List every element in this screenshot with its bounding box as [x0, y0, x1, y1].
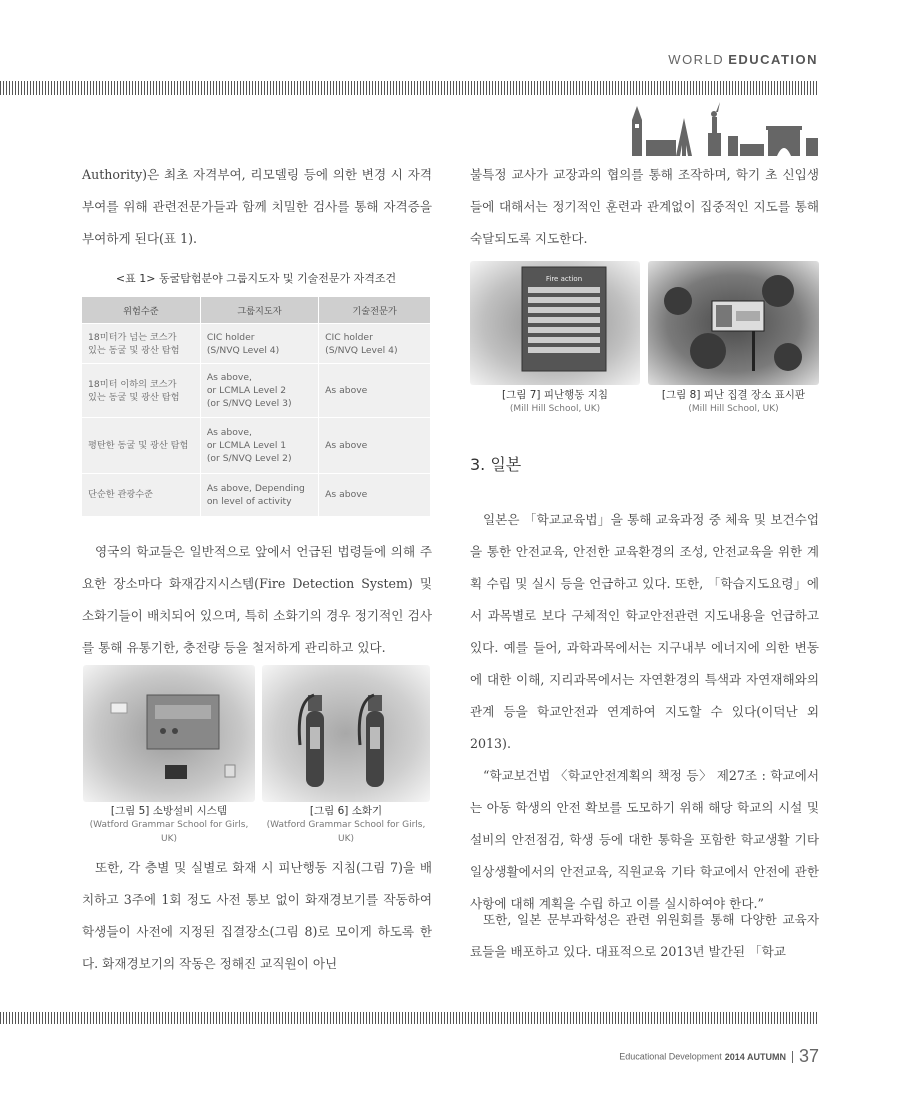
page-footer [619, 1046, 819, 1067]
magazine-brand [668, 52, 818, 67]
table-cell-leader: As above, or LCMLA Level 1 (or S/NVQ Level 2) [200, 418, 318, 474]
body-text: 일본은 「학교교육법」을 통해 교육과정 중 체육 및 보건수업을 통한 안전교육, 안전한 교육환경의 조성, 안전교육을 위한 계획 수립 및 실시 등을 언급하고 있다. 또한, 「학습지도요령」에서 과목별로 보다 구체적인 학교안전관련 지도내용을 언급하고 있다. 예를 들어, 과학과목에서는 지구내부 에너지에 의한 변동에 대한 이해, 지리과목에서는 자연환경의 특색과 자연재해와의 관계 등을 학교안전과 연계하여 지도할 수 있다(이덕난 외 2013). [470, 512, 819, 751]
fire-extinguisher-icon [262, 665, 430, 802]
figure-8-caption [648, 388, 819, 416]
figure-title: [그림 5] 소방설비 시스템 [110, 805, 228, 817]
table-row [82, 364, 430, 418]
table-cell-leader: As above, or LCMLA Level 2 (or S/NVQ Level 3) [200, 364, 318, 418]
assembly-point-sign-icon [648, 261, 819, 385]
table-1-caption: <표 1> 동굴탐험분야 그룹지도자 및 기술전문가 자격조건 [115, 272, 397, 285]
sign-heading: Fire action [545, 275, 583, 283]
section-title: 3. 일본 [470, 455, 522, 474]
figure-5-caption [83, 804, 255, 846]
body-text: Authority)은 최초 자격부여, 리모델링 등에 의한 변경 시 자격 부여를 위해 관련전문가들과 함께 치밀한 검사를 통해 자격증을 부여하게 된다(표 1). [82, 167, 432, 246]
table-cell-expert: As above [319, 364, 430, 418]
evacuation-sign-icon [470, 261, 640, 385]
right-paragraph-3 [470, 904, 819, 968]
table-cell-level: 평탄한 동굴 및 광산 탐험 [82, 418, 200, 474]
table-header-row [82, 297, 430, 324]
table-cell-expert: CIC holder (S/NVQ Level 4) [319, 324, 430, 364]
table-cell-expert: As above [319, 474, 430, 516]
figure-6-caption [262, 804, 430, 846]
body-text: 불특정 교사가 교장과의 협의를 통해 조작하며, 학기 초 신입생들에 대해서는 정기적인 훈련과 관계없이 집중적인 지도를 통해 숙달되도록 지도한다. [470, 167, 819, 246]
figure-5-photo [83, 665, 255, 802]
brand-light: WORLD [668, 52, 725, 67]
column-header: 위험수준 [82, 297, 200, 324]
footer-edition: 2014 AUTUMN [724, 1051, 786, 1062]
table-cell-level: 18미터 이하의 코스가 있는 동굴 및 광산 탐험 [82, 364, 200, 418]
figure-source: (Mill Hill School, UK) [688, 404, 779, 414]
table-cell-level: 단순한 관광수준 [82, 474, 200, 516]
figure-title: [그림 8] 피난 집결 장소 표시판 [661, 389, 806, 401]
figure-7-photo [470, 261, 640, 385]
left-paragraph-3 [82, 852, 432, 980]
figure-8-photo [648, 261, 819, 385]
page-number: 37 [798, 1046, 819, 1066]
figure-source: (Watford Grammar School for Girls, UK) [89, 820, 249, 844]
world-landmarks-illustration [628, 100, 820, 156]
right-paragraph-1 [470, 159, 819, 255]
quote-text: “학교보건법 〈학교안전계획의 책정 등〉 제27조 : 학교에서는 아동 학생의 안전 확보를 도모하기 위해 해당 학교의 시설 및 설비의 안전점검, 학생 등에 대한 통학을 포함한 학교생활 기타 일상생활에서의 안전교육, 직원교육 기타 학교에서 안전에 관한 사항에 대해 계획을 수립 하고 이를 실시하여야 한다.” [470, 768, 819, 911]
footer-separator [792, 1051, 793, 1063]
table-row [82, 474, 430, 516]
qualification-table [82, 297, 430, 516]
table-cell-leader: As above, Depending on level of activity [200, 474, 318, 516]
body-text: 영국의 학교들은 일반적으로 앞에서 언급된 법령들에 의해 주요한 장소마다 화재감지시스템(Fire Detection System) 및 소화기들이 배치되어 있으며, 특히 소화기의 경우 정기적인 검사를 통해 유통기한, 충전량 등을 철저하게 관리하고 있다. [82, 544, 432, 655]
fire-panel-icon [83, 665, 255, 802]
bottom-stripe-divider [0, 1012, 819, 1024]
figure-source: (Watford Grammar School for Girls, UK) [266, 820, 426, 844]
column-header: 기술전문가 [319, 297, 430, 324]
table-cell-leader: CIC holder (S/NVQ Level 4) [200, 324, 318, 364]
table-cell-level: 18미터가 넘는 코스가 있는 동굴 및 광산 탐험 [82, 324, 200, 364]
table-row [82, 418, 430, 474]
figure-source: (Mill Hill School, UK) [509, 404, 601, 414]
brand-bold: EDUCATION [728, 52, 818, 67]
right-paragraph-2 [470, 504, 819, 920]
body-text: 또한, 각 층별 및 실별로 화재 시 피난행동 지침(그림 7)을 배치하고 3주에 1회 정도 사전 통보 없이 화재경보기를 작동하여 학생들이 사전에 지정된 집결장소(그림 8)로 모이게 하도록 한다. 화재경보기의 작동은 정해진 교직원이 아닌 [82, 860, 432, 971]
footer-label: Educational Development [619, 1051, 722, 1062]
column-header: 그룹지도자 [200, 297, 318, 324]
left-paragraph-1 [82, 159, 432, 255]
body-text: 또한, 일본 문부과학성은 관련 위원회를 통해 다양한 교육자료들을 배포하고 있다. 대표적으로 2013년 발간된 「학교 [470, 912, 819, 959]
table-cell-expert: As above [319, 418, 430, 474]
top-stripe-divider [0, 81, 819, 95]
left-paragraph-2 [82, 536, 432, 664]
table-row [82, 324, 430, 364]
figure-title: [그림 7] 피난행동 지침 [501, 389, 609, 401]
figure-7-caption [470, 388, 640, 416]
figure-6-photo [262, 665, 430, 802]
figure-title: [그림 6] 소화기 [309, 805, 383, 817]
